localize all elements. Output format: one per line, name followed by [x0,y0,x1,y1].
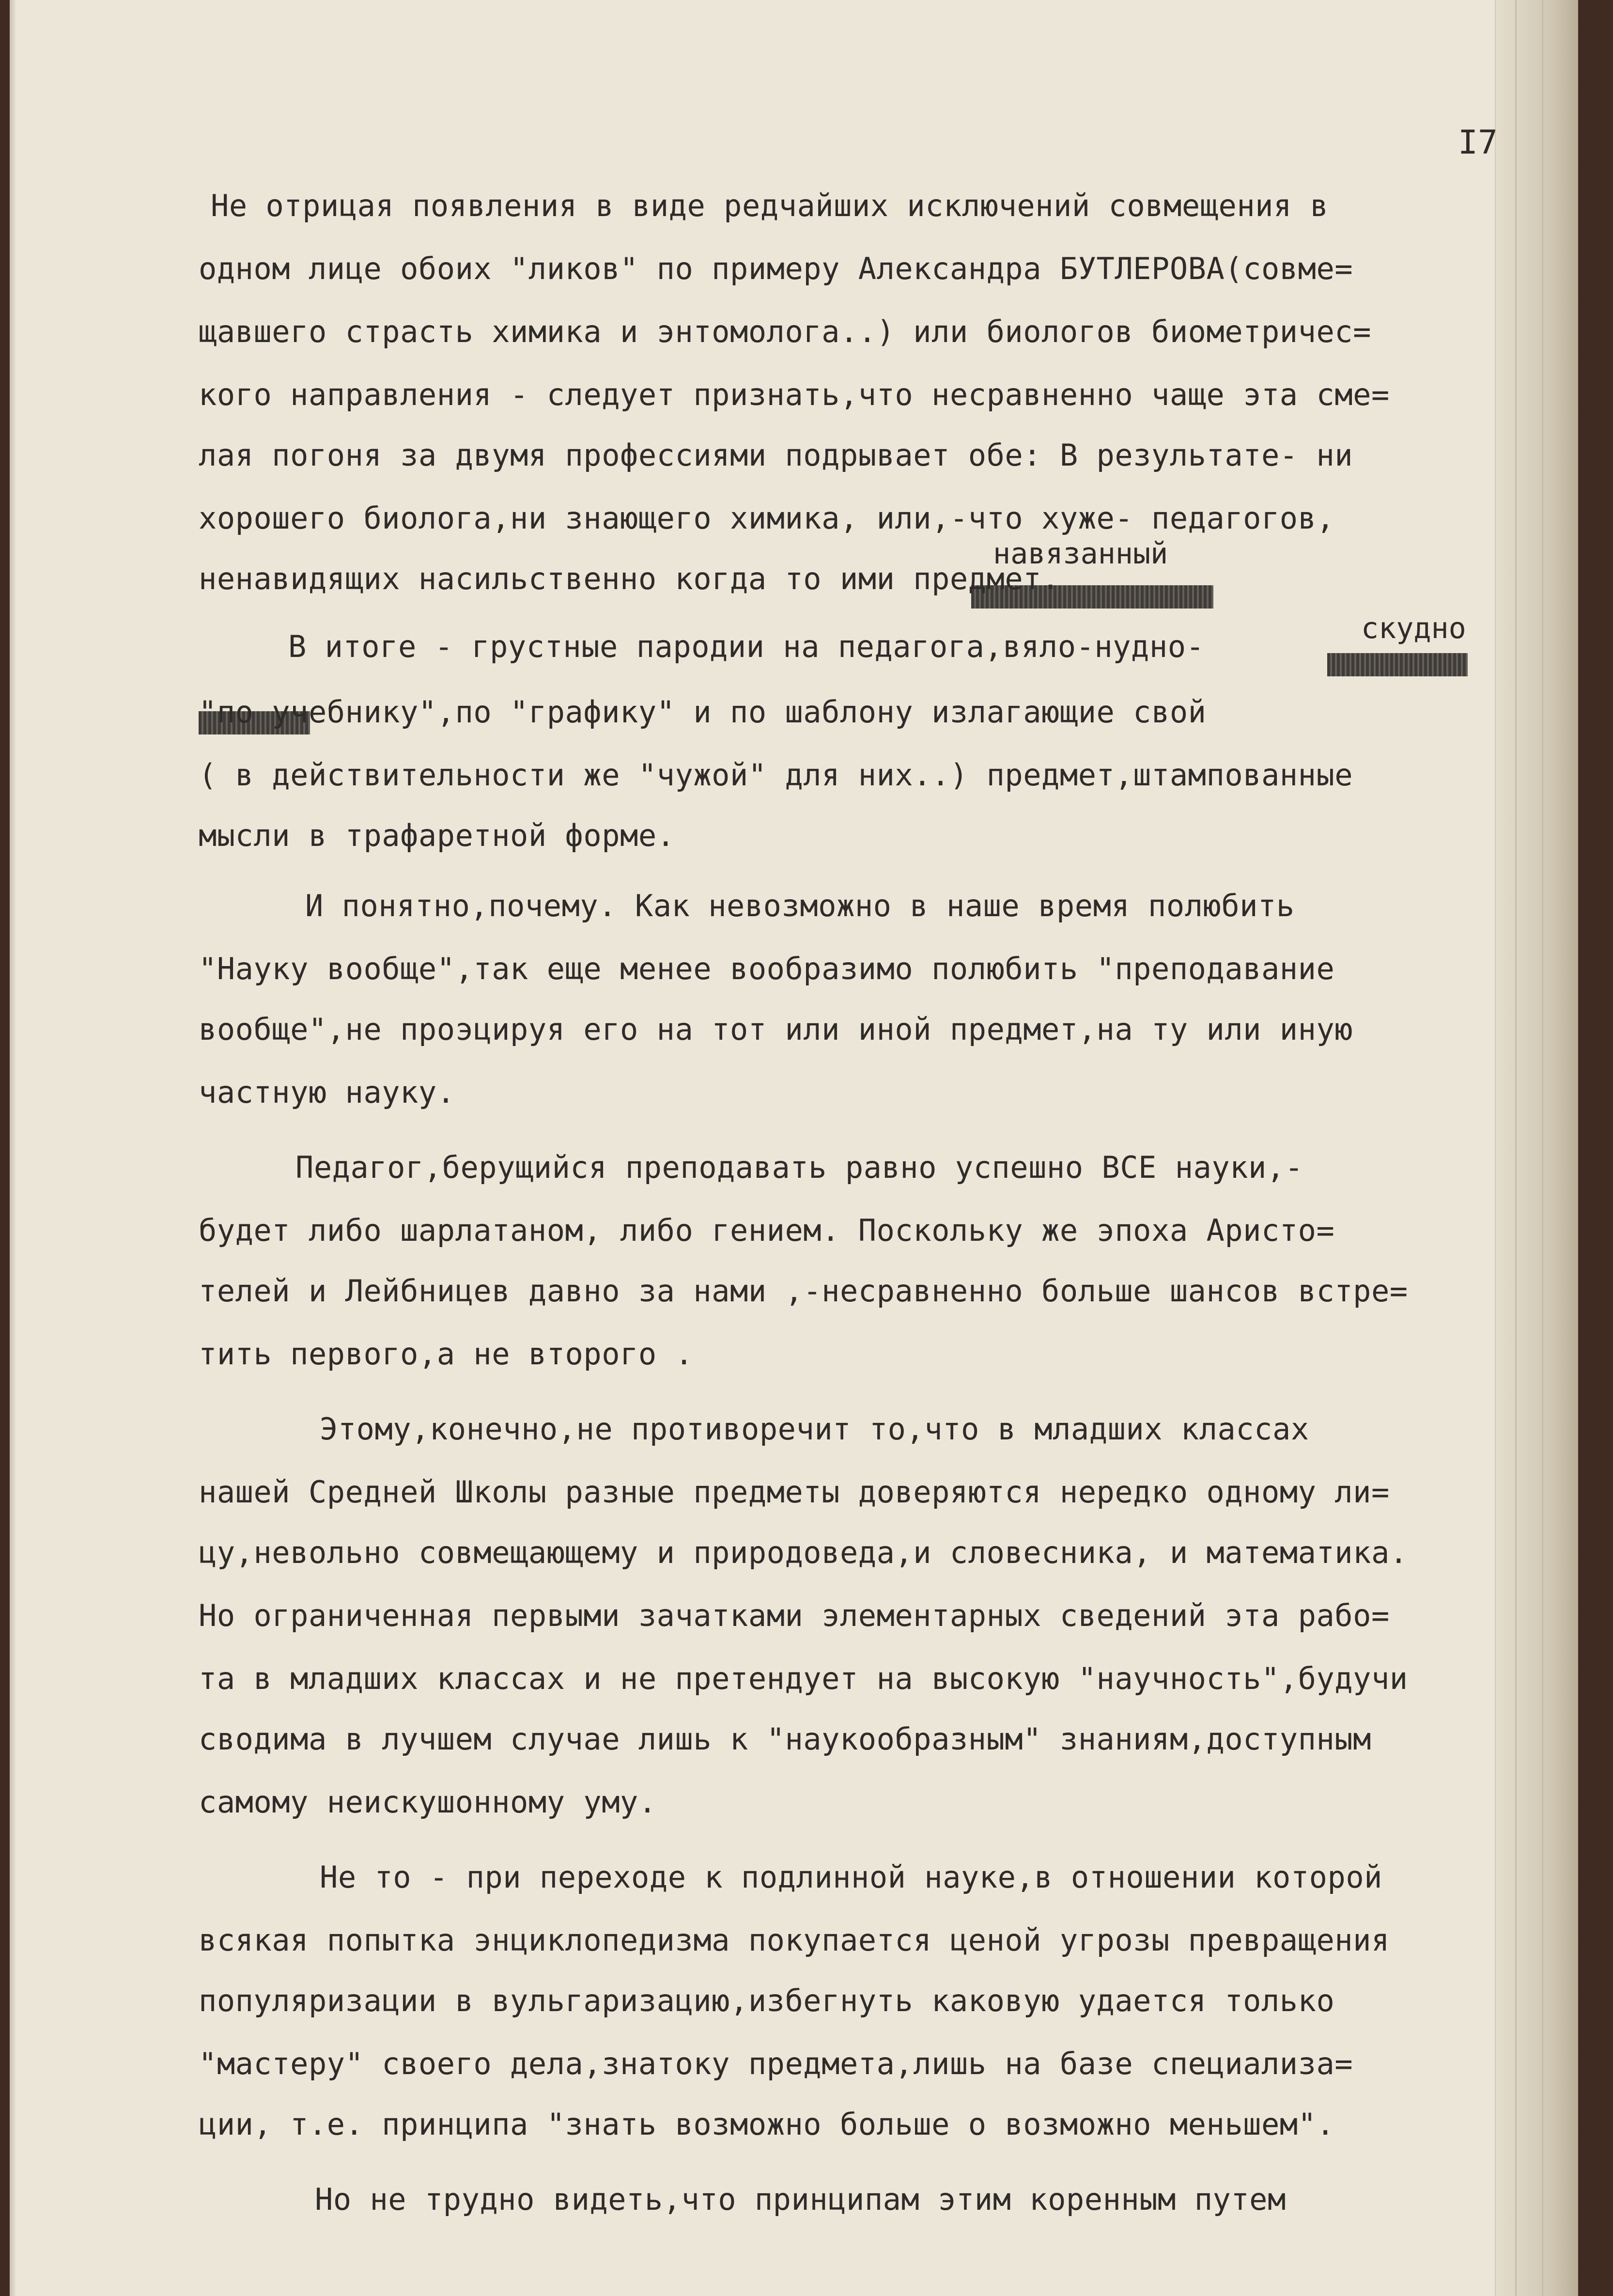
text-line: Не то - при переходе к подлинной науке,в отношении которой [320,1859,1382,1895]
spine-line [1542,0,1543,2296]
text-line: Но не трудно видеть,что принципам этим коренным путем [315,2182,1286,2217]
text-line: частную науку. [199,1075,455,1110]
text-line: вообще",не проэцируя его на тот или иной предмет,на ту или иную [199,1012,1353,1047]
text-line: В итоге - грустные пародии на педагога,вяло-нудно- [288,629,1205,664]
text-line: Не отрицая появления в виде редчайших исключений совмещения в [211,188,1329,223]
page-number: I7 [1458,124,1498,162]
text-line: будет либо шарлатаном, либо гением. Поскольку же эпоха Аристо= [199,1213,1335,1248]
insertion-navyazannyi: навязанный [993,537,1168,571]
text-line: щавшего страсть химика и энтомолога..) или биологов биометричес= [199,314,1371,349]
text-line: тить первого,а не второго . [199,1336,694,1372]
document-page [10,0,1578,2296]
text-line: И понятно,почему. Как невозможно в наше время полюбить [305,888,1295,923]
text-line: Но ограниченная первыми зачатками элементарных сведений эта рабо= [199,1598,1390,1633]
text-line: хорошего биолога,ни знающего химика, или,-что хуже- педагогов, [199,500,1335,536]
text-line: одном лице обоих "ликов" по примеру Александра БУТЛЕРОВА(совме= [199,251,1353,286]
text-line: популяризации в вульгаризацию,избегнуть каковую удается только [199,1983,1335,2018]
text-line: нашей Средней Школы разные предметы доверяются нередко одному ли= [199,1474,1390,1510]
text-line: Педагог,берущийся преподавать равно успешно ВСЕ науки,- [295,1150,1303,1185]
page-edge-shadow [10,0,16,2296]
text-line: телей и Лейбницев давно за нами ,-несравненно больше шансов встре= [199,1273,1408,1309]
text-line: лая погоня за двумя профессиями подрывает обе: В результате- ни [199,437,1353,473]
text-line: всякая попытка энциклопедизма покупается ценой угрозы превращения [199,1922,1390,1958]
text-line: "Науку вообще",так еще менее вообразимо полюбить "преподавание [199,951,1335,986]
text-line: самому неискушонному уму. [199,1784,657,1820]
text-line: "по учебнику",по "графику" и по шаблону излагающие свой [199,694,1207,730]
spine-line [1561,0,1563,2296]
text-line: сводима в лучшем случае лишь к "наукообразным" знаниям,доступным [199,1721,1371,1757]
text-line: Этому,конечно,не противоречит то,что в младших классах [320,1411,1309,1447]
text-line: та в младших классах и не претендует на высокую "научность",будучи [199,1661,1408,1696]
struck-out-word [1327,653,1468,676]
text-line: ции, т.е. принципа "знать возможно больше о возможно меньшем". [199,2107,1335,2142]
text-line: ненавидящих насильственно когда то ими предмет. [199,561,1060,596]
text-line: мысли в трафаретной форме. [199,818,675,853]
text-line: кого направления - следует признать,что несравненно чаще эта сме= [199,377,1390,412]
text-line: ( в действительности же "чужой" для них..) предмет,штампованные [199,757,1353,793]
binding-spine [1495,0,1578,2296]
insertion-skudno: скудно [1361,611,1466,645]
text-line: "мастеру" своего дела,знатоку предмета,лишь на базе специализа= [199,2046,1353,2081]
spine-line [1515,0,1517,2296]
text-line: цу,невольно совмещающему и природоведа,и словесника, и математика. [199,1535,1408,1570]
